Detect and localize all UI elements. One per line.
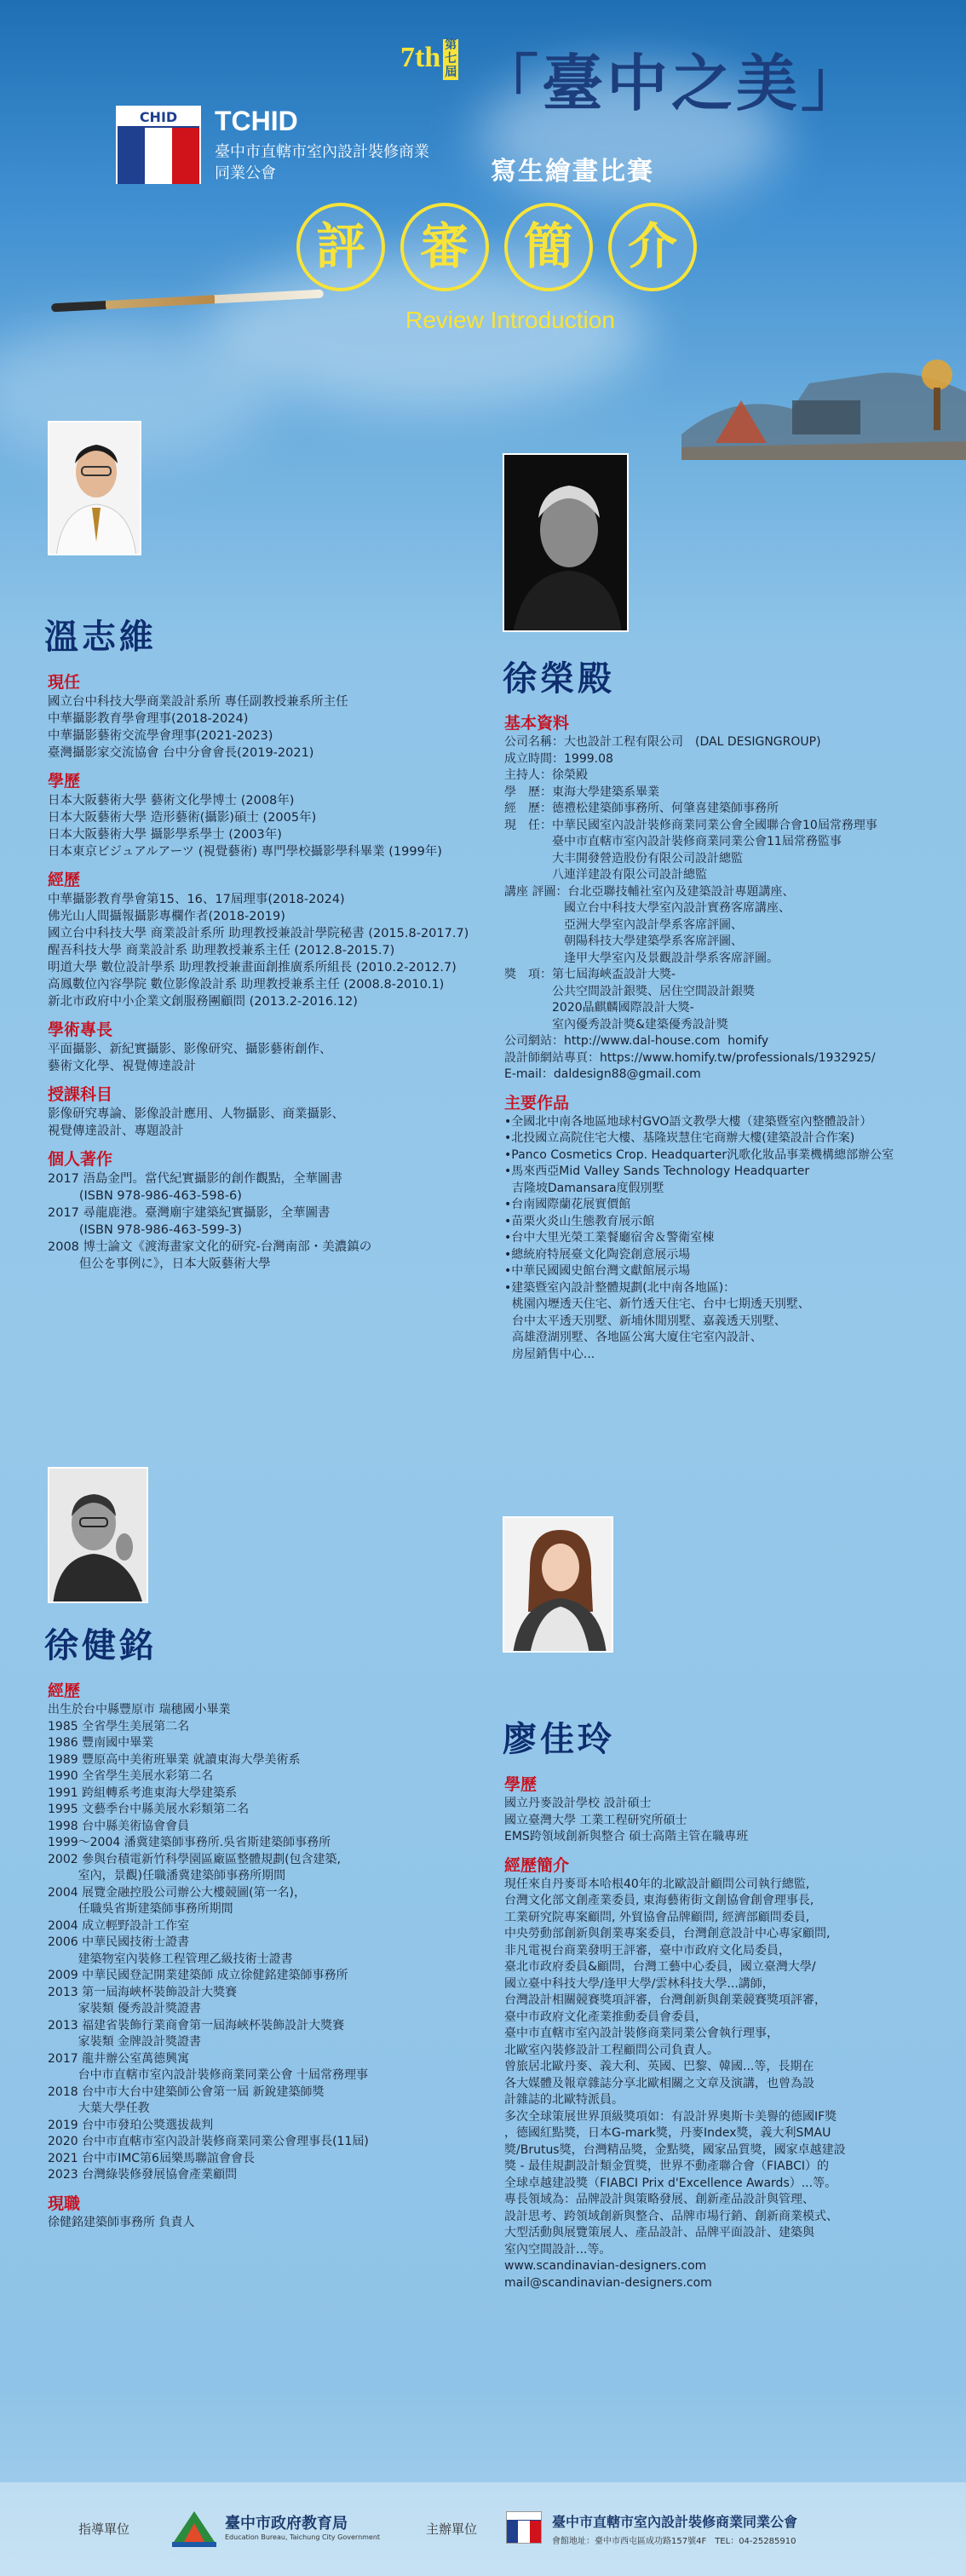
- bio-line: 經 歷：德禮松建築師事務所、何肇喜建築師事務所: [504, 802, 779, 815]
- bio-line: •中華民國國史館台灣文獻館展示場: [504, 1264, 691, 1278]
- bio-line: 1985 全省學生美展第二名: [48, 1719, 190, 1734]
- bio-line: 專長領域為：品牌設計與策略發展、創新產品設計與管理、: [504, 2193, 814, 2206]
- bio-line: 醒吾科技大學 商業設計系 助理教授兼系主任 (2012.8-2015.7): [48, 944, 395, 957]
- edition-badge: [400, 39, 458, 80]
- bio-line: 公司網站：http://www.dal-house.com homify: [504, 1034, 769, 1048]
- review-char: 簡: [504, 203, 593, 291]
- bio-line: 台灣設計相關競賽獎項評審，台灣創新與創業競賽獎項評審，: [504, 1993, 826, 2007]
- bio-line: 視覺傳達設計、專題設計: [48, 1124, 184, 1138]
- bio-line: 臺中市直轄市室內設計裝修商業同業公會11屆常務監事: [504, 835, 842, 848]
- judge-bio: [48, 663, 474, 1273]
- bio-line: 藝術文化學、視覺傳達設計: [48, 1060, 196, 1073]
- judge-photo: [503, 1516, 613, 1653]
- bio-line: 平面攝影、新紀實攝影、影像研究、攝影藝術創作、: [48, 1043, 332, 1056]
- bio-line: 國立臺灣大學 工業工程研究所碩士: [504, 1813, 687, 1827]
- bio-line: (ISBN 978-986-463-598-6): [48, 1189, 242, 1203]
- bio-line: 2004 展覽金融控股公司辦公大樓競圖(第一名)，: [48, 1885, 307, 1900]
- bio-line: 國立臺中科技大學/逢甲大學/雲林科技大學...講師，: [504, 1976, 774, 1991]
- guide-label: 指導單位: [78, 2521, 130, 2537]
- bio-line: 1991 跨組轉系考進東海大學建築系: [48, 1785, 238, 1800]
- bio-line: 建築物室內裝修工程管理乙級技術士證書: [48, 1952, 293, 1966]
- bio-line: 任職吳省斯建築師事務所期間: [48, 1902, 233, 1916]
- footer: [0, 2482, 966, 2576]
- section-title: 現職: [48, 2194, 81, 2213]
- bio-line: 吉隆坡Damansara度假別墅: [504, 1181, 664, 1195]
- bio-line: 2017 尋龍鹿港。臺灣廟宇建築紀實攝影，全華圖書: [48, 1206, 331, 1220]
- bio-line: 房屋銷售中心...: [504, 1347, 595, 1361]
- judge-name: 徐健銘: [44, 1626, 157, 1665]
- review-title: [296, 203, 697, 291]
- bio-line: 高鳳數位內容學院 數位影像設計系 助理教授兼系主任 (2008.8-2010.1): [48, 978, 445, 992]
- bio-line: 高雄澄湖別墅、各地區公寓大廈住宅室內設計、: [504, 1331, 762, 1344]
- bio-line: 桃園內壢透天住宅、新竹透天住宅、台中七期透天別墅、: [504, 1297, 810, 1311]
- bio-line: 2008 博士論文《渡海畫家文化的研究-台灣南部・美濃鎮の: [48, 1240, 372, 1254]
- bio-line: 台中太平透天別墅、新埔休閒別墅、嘉義透天別墅、: [504, 1314, 786, 1328]
- host-logo-icon: [506, 2511, 542, 2544]
- section-title: 基本資料: [504, 714, 570, 733]
- bio-line: 講座 評圖：台北亞聯技輔社室內及建築設計專題講座、: [504, 884, 795, 899]
- bio-line: 各大媒體及報章雜誌分享北歐相關之文章及演講，也曾為設: [504, 2076, 814, 2090]
- review-char: 審: [400, 203, 489, 291]
- portrait-icon: [49, 423, 141, 555]
- bio-line: 獎/Brutus獎，台灣精品獎，金點獎，國家品質獎，國家卓越建設: [504, 2142, 846, 2157]
- bio-line: 台中市直轄市室內設計裝修商業同業公會 十屆常務理事: [48, 2068, 369, 2082]
- section-title: 學術專長: [48, 1021, 113, 1039]
- bio-line: 影像研究專論、影像設計應用、人物攝影、商業攝影、: [48, 1107, 344, 1121]
- bio-line: 2023 台灣綠裝修發展協會產業顧問: [48, 2168, 238, 2182]
- education-bureau-logo-icon: [169, 2504, 220, 2552]
- section-title: 主要作品: [504, 1093, 570, 1113]
- portrait-icon: [504, 455, 629, 632]
- judge-name: 廖佳玲: [503, 1720, 615, 1759]
- bio-line: 非凡電視台商業發明王評審，臺中市政府文化局委員，: [504, 1943, 791, 1958]
- bio-line: 國立台中科技大學 商業設計系所 助理教授兼設計學院秘書 (2015.8-2017.7): [48, 927, 469, 940]
- judge-bio: [504, 704, 947, 1363]
- bio-line: 徐健銘建築師事務所 負責人: [48, 2215, 195, 2229]
- bio-line: •Panco Cosmetics Crop. Headquarter汎歌化妝品事業機構總部辦公室: [504, 1147, 894, 1162]
- bio-line: •苗栗火炎山生態教育展示館: [504, 1214, 655, 1228]
- bio-line: 2013 福建省裝飾行業商會第一屆海峽杯裝飾設計大獎賽: [48, 2018, 345, 2033]
- section-title: 個人著作: [48, 1150, 113, 1169]
- judge-photo: [48, 1467, 148, 1603]
- bio-line: 國立台中科技大學商業設計系所 專任副教授兼系所主任: [48, 695, 348, 709]
- bio-line: 中央勞動部創新與創業專案委員，台灣創意設計中心專家顧問,: [504, 1927, 831, 1941]
- bio-line: 1998 台中縣美術協會會員: [48, 1819, 190, 1833]
- bio-line: 設計思考、跨領域創新與整合、品牌市場行銷、創新商業模式、: [504, 2209, 838, 2223]
- bio-line: 臺中市政府文化產業推動委員會委員，: [504, 2010, 707, 2024]
- section-title: 授課科目: [48, 1085, 113, 1104]
- bio-line: 臺中市直轄市室內設計裝修商業同業公會執行理事，: [504, 2027, 779, 2040]
- bio-line: 2019 台中市發珀公獎選拔裁判: [48, 2118, 214, 2132]
- bio-line: 2009 中華民國登記開業建築師 成立徐健銘建築師事務所: [48, 1969, 348, 1982]
- judge-name: 徐榮殿: [503, 659, 615, 699]
- bio-line: ，德國紅點獎，日本G-mark獎，丹麥Index獎，義大利SMAU: [504, 2126, 831, 2140]
- judge-bio: [48, 1671, 491, 2231]
- bio-line: 中華攝影藝術交流學會理事(2021-2023): [48, 729, 273, 743]
- bio-line: 學 歷：東海大學建築系畢業: [504, 785, 659, 799]
- bio-line: 臺灣攝影家交流協會 台中分會會長(2019-2021): [48, 746, 314, 760]
- judge-bio: [504, 1765, 947, 2291]
- bio-line: 2020晶麒麟國際設計大獎-: [504, 1001, 694, 1015]
- bio-line: EMS跨領域創新與整合 碩士高階主管在職專班: [504, 1830, 749, 1843]
- bio-line: •全國北中南各地區地球村GVO語文教學大樓（建築暨室內整體設計）: [504, 1114, 872, 1129]
- website-link[interactable]: www.scandinavian-designers.com: [504, 2259, 707, 2273]
- flag-icon: [118, 128, 199, 184]
- bio-line: 公共空間設計銀獎、居住空間設計銀獎: [504, 984, 755, 998]
- bio-line: •台中大里光榮工業餐廳宿舍＆警衛室棟: [504, 1231, 715, 1245]
- bio-line: E-mail：daldesign88@gmail.com: [504, 1067, 701, 1081]
- portrait-icon: [504, 1518, 613, 1653]
- bio-line: 現 任：中華民國室內設計裝修商業同業公會全國聯合會10屆常務理事: [504, 818, 877, 832]
- bio-line: 新北市政府中小企業文創服務團顧問 (2013.2-2016.12): [48, 995, 358, 1009]
- bio-line: (ISBN 978-986-463-599-3): [48, 1223, 242, 1237]
- section-title: 經歷簡介: [504, 1855, 570, 1875]
- bio-line: 大葉大學任教: [48, 2102, 150, 2115]
- bio-line: 2002 參與台積電新竹科學園區廠區整體規劃(包含建築,: [48, 1852, 341, 1866]
- bio-line: 全球卓越建設獎（FIABCI Prix d'Excellence Awards）...等。: [504, 2176, 837, 2190]
- bio-line: 亞洲大學室內設計學系客席評圖、: [504, 917, 743, 932]
- review-char: 評: [296, 203, 385, 291]
- bio-line: •總統府特展臺文化陶瓷創意展示場: [504, 1247, 691, 1262]
- bio-line: 2017 龍井辦公室萬德興寓: [48, 2051, 190, 2066]
- section-title: 現任: [48, 673, 81, 692]
- bio-line: 明道大學 數位設計學系 助理教授兼畫面創推廣系所組長 (2010.2-2012.7): [48, 961, 457, 975]
- org-full-name: 臺中市直轄市室內設計裝修商業同業公會: [215, 143, 429, 182]
- bio-line: 1989 豐原高中美術班畢業 就讀東海大學美術系: [48, 1752, 301, 1767]
- bio-line: 八連洋建設有限公司設計總監: [504, 868, 707, 882]
- bio-line: 日本大阪藝術大學 造形藝術(攝影)碩士 (2005年): [48, 811, 317, 825]
- bio-line: 現任來自丹麥哥本哈根40年的北歐設計顧問公司執行總監,: [504, 1877, 810, 1891]
- contest-subtitle: 寫生繪畫比賽: [491, 157, 654, 187]
- bio-line: 成立時間：1999.08: [504, 751, 613, 766]
- section-title: 學歷: [48, 772, 81, 791]
- bio-line: 朝陽科技大學建築學系客席評圖、: [504, 934, 743, 948]
- org-short-name: TCHID: [215, 106, 298, 136]
- bio-line: 室內優秀設計獎&建築優秀設計獎: [504, 1017, 728, 1032]
- judge-photo: [503, 453, 629, 632]
- chid-logo: [116, 106, 201, 184]
- bio-line: 2004 成立輕野設計工作室: [48, 1918, 190, 1933]
- bio-line: 1986 豐南國中畢業: [48, 1736, 154, 1750]
- portrait-icon: [49, 1469, 148, 1603]
- header: [0, 0, 966, 426]
- bio-line: 1990 全省學生美展水彩第二名: [48, 1769, 214, 1783]
- bio-line: 2021 台中市IMC第6屆樂馬聯誼會會長: [48, 2151, 255, 2165]
- bio-line: 2013 第一屆海峽杯裝飾設計大獎賽: [48, 1985, 238, 1999]
- bio-line: 2018 台中市大台中建築師公會第一屆 新銳建築師獎: [48, 2084, 325, 2099]
- bio-line: 工業研究院專案顧問, 外貿協會品牌顧問, 經濟部顧問委員,: [504, 1910, 810, 1924]
- bio-line: 大丰開發營造股份有限公司設計總監: [504, 851, 743, 865]
- bio-line: 1999～2004 潘冀建築師事務所.吳省斯建築師事務所: [48, 1836, 331, 1849]
- bio-line: 國立丹麥設計學校 設計碩士: [504, 1797, 652, 1810]
- bio-line: 臺北市政府委員&顧問，台灣工藝中心委員，國立臺灣大學/: [504, 1960, 816, 1974]
- host-address: 會館地址：臺中市西屯區成功路157號4F TEL：04-25285910: [552, 2537, 796, 2546]
- bio-line: •馬來西亞Mid Valley Sands Technology Headquarter: [504, 1164, 810, 1178]
- bio-line: 台灣文化部文創產業委員, 東海藝術街文創協會創會理事長,: [504, 1894, 814, 1907]
- bio-line: 多次全球策展世界頂級獎項如：有設計界奧斯卡美譽的德國IF獎: [504, 2109, 837, 2124]
- review-english: Review Introduction: [405, 307, 615, 333]
- bio-line: 佛光山人間攝報攝影專欄作者(2018-2019): [48, 910, 285, 923]
- bio-line: 獎 項：第七屆海峽盃設計大獎-: [504, 968, 676, 981]
- bio-line: 主持人：徐榮殿: [504, 768, 588, 782]
- bio-line: 室內空間設計...等。: [504, 2242, 612, 2257]
- judge-name: 溫志維: [44, 618, 157, 657]
- bio-line: 曾旅居北歐丹麥、義大利、英國、巴黎、韓國...等，長期在: [504, 2060, 814, 2073]
- bio-line: 日本東京ビジュアルアーツ (視覺藝術) 專門學校攝影學科畢業 (1999年): [48, 845, 442, 859]
- bio-line: •北投國立高院住宅大樓、基隆崁慧住宅商辦大樓(建築設計合作案): [504, 1131, 855, 1145]
- host-org: 臺中市直轄市室內設計裝修商業同業公會: [552, 2514, 798, 2530]
- bio-line: 公司名稱：大也設計工程有限公司 (DAL DESIGNGROUP): [504, 735, 821, 749]
- city-skyline-illustration: [681, 341, 966, 460]
- bio-line: 出生於台中縣豐原市 瑞穗國小畢業: [48, 1703, 231, 1716]
- judge-photo: [48, 421, 141, 555]
- edition-label: 第七屆: [445, 39, 457, 79]
- bio-line: 逢甲大學室內及景觀設計學系客席評圖。: [504, 951, 779, 965]
- bio-line: 中華攝影教育學會第15、16、17屆理事(2018-2024): [48, 893, 345, 906]
- calligraphy-title: 「臺中之美」: [477, 47, 866, 119]
- bio-line: 獎 - 最佳規劃設計類金質獎，世界不動產聯合會（FIABCI）的: [504, 2159, 829, 2173]
- bio-line: 日本大阪藝術大學 藝術文化學博士 (2008年): [48, 794, 295, 808]
- bio-line: 計雜誌的北歐特派員。: [504, 2093, 624, 2107]
- guide-org-en: Education Bureau, Taichung City Government: [225, 2533, 381, 2541]
- email-link[interactable]: mail@scandinavian-designers.com: [504, 2275, 712, 2290]
- bio-line: 日本大阪藝術大學 攝影學系學士 (2003年): [48, 828, 282, 842]
- bio-line: •建築暨室內設計整體規劃(北中南各地區)：: [504, 1280, 736, 1295]
- bio-line: 1995 文藝季台中縣美展水彩類第二名: [48, 1803, 250, 1816]
- bio-line: 2020 台中市直轄市室內設計裝修商業同業公會理事長(11屆): [48, 2135, 369, 2148]
- edition-number: 7th: [400, 41, 441, 73]
- bio-line: 家裝類 優秀設計獎證書: [48, 2002, 202, 2015]
- bio-line: 2006 中華民國技術士證書: [48, 1935, 190, 1949]
- bio-line: 設計師網站專頁：https://www.homify.tw/professionals/1932925/: [504, 1050, 876, 1065]
- bio-line: 室內，景觀)任職潘冀建築師事務所期間: [48, 1869, 286, 1883]
- section-title: 學歷: [504, 1775, 538, 1794]
- bio-line: •台南國際蘭花展實價館: [504, 1198, 631, 1211]
- bio-line: 大型活動與展覽策展人、產品設計、品牌平面設計、建築與: [504, 2226, 814, 2240]
- review-char: 介: [608, 203, 697, 291]
- bio-line: 中華攝影教育學會理事(2018-2024): [48, 712, 249, 726]
- section-title: 經歷: [48, 1682, 81, 1700]
- logo-text: CHID: [118, 107, 199, 128]
- section-title: 經歷: [48, 871, 81, 889]
- bio-line: 北歐室內裝修設計工程顧問公司負責人。: [504, 2043, 719, 2057]
- guide-org: 臺中市政府教育局: [225, 2515, 348, 2533]
- bio-line: 但公を事例に》，日本大阪藝術大學: [48, 1257, 271, 1271]
- host-label: 主辦單位: [426, 2521, 478, 2537]
- bio-line: 國立台中科技大學室內設計實務客席講座、: [504, 901, 791, 915]
- bio-line: 家裝類 金牌設計獎證書: [48, 2035, 202, 2049]
- bio-line: 2017 浯島金門。當代紀實攝影的創作觀點，全華圖書: [48, 1172, 343, 1186]
